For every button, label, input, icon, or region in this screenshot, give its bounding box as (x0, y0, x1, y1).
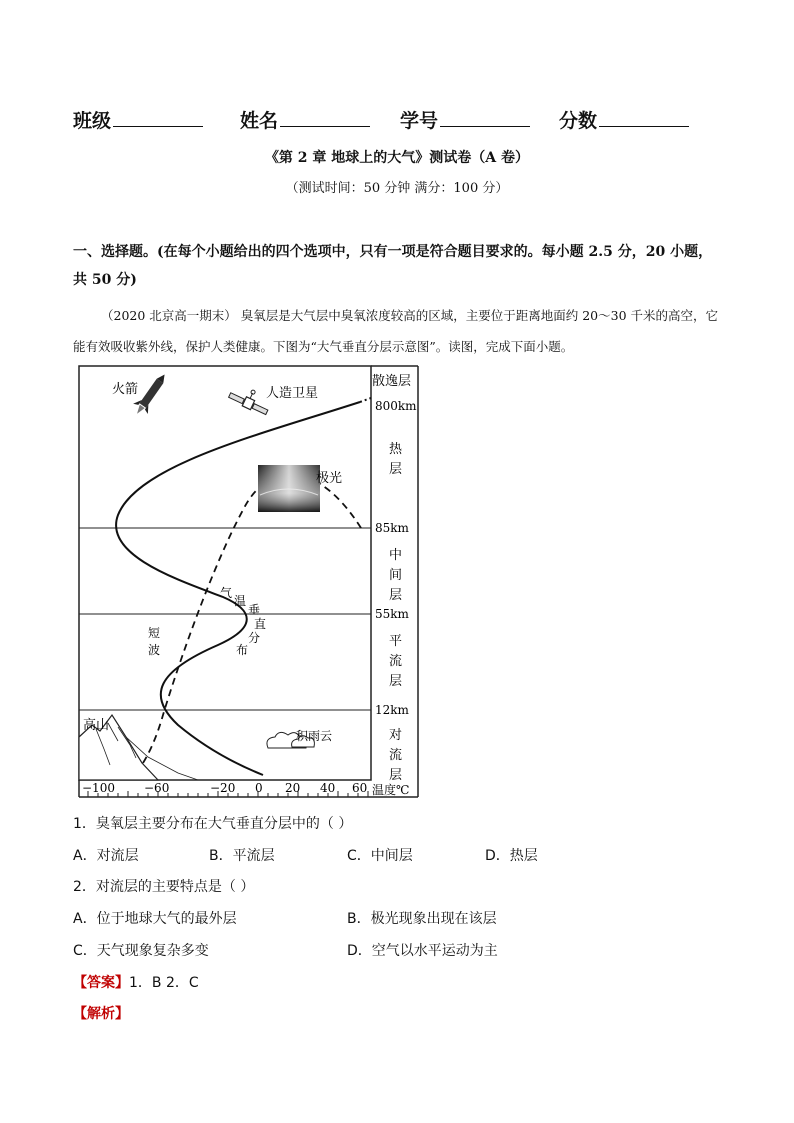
tick-neg100: −100 (82, 781, 115, 795)
class-label: 班级 (73, 110, 112, 132)
altitude-800km: 800km (375, 399, 417, 413)
temperature-curve-dotted (360, 398, 371, 402)
curve-label-6: 布 (236, 643, 249, 657)
layer-stratosphere-2: 流 (389, 654, 403, 669)
axis-temp-unit: 温度℃ (372, 783, 410, 797)
altitude-85km: 85km (375, 521, 409, 535)
id-field (400, 104, 530, 133)
layer-exosphere: 散逸层 (372, 374, 412, 389)
score-label: 分数 (559, 110, 598, 132)
id-label: 学号 (400, 110, 439, 132)
page-subtitle: （测试时间：50 分钟 满分：100 分） (285, 181, 509, 196)
layer-stratosphere-1: 平 (389, 634, 403, 649)
section-heading: 一、选择题。(在每个小题给出的四个选项中，只有一项是符合题目要求的。每小题 2.5 分，20 小题，共 50 分) (73, 244, 713, 288)
tick-0: 0 (255, 781, 263, 795)
layer-stratosphere-3: 层 (389, 674, 403, 689)
question-2-option-d[interactable]: D．空气以水平运动为主 (347, 943, 498, 959)
altitude-12km: 12km (375, 703, 409, 717)
question-2-option-a[interactable]: A．位于地球大气的最外层 (73, 911, 237, 927)
question-2-option-b[interactable]: B．极光现象出现在该层 (347, 911, 497, 927)
mountain-label: 高山 (83, 718, 110, 733)
class-blank[interactable] (113, 104, 203, 127)
question-2-option-c[interactable]: C．天气现象复杂多变 (73, 943, 209, 959)
layer-troposphere-3: 层 (389, 768, 403, 783)
figure-frame (79, 366, 371, 780)
answer-text: 1．B 2．C (129, 975, 199, 991)
altitude-55km: 55km (375, 607, 409, 621)
shortwave-label-1: 短 (148, 626, 161, 640)
tick-neg20: −20 (210, 781, 236, 795)
header-fields (73, 104, 713, 132)
layer-troposphere-2: 流 (389, 748, 403, 763)
layer-thermosphere-2: 层 (389, 462, 403, 477)
curve-label-4: 直 (254, 617, 267, 631)
tick-neg60: −60 (144, 781, 170, 795)
satellite-label: 人造卫星 (266, 386, 319, 401)
name-field (240, 104, 370, 133)
layer-thermosphere-1: 热 (389, 442, 403, 457)
rocket-label: 火箭 (112, 382, 139, 397)
aurora-image (258, 465, 320, 512)
temperature-curve (116, 402, 360, 775)
question-1-option-d[interactable]: D．热层 (485, 848, 538, 864)
question-1-option-b[interactable]: B．平流层 (209, 848, 275, 864)
id-blank[interactable] (440, 104, 530, 127)
question-1-option-a[interactable]: A．对流层 (73, 848, 139, 864)
score-field (559, 104, 689, 133)
analysis-line (73, 1003, 129, 1023)
curve-label-5: 分 (248, 631, 261, 645)
curve-label-2: 温 (234, 594, 247, 608)
analysis-label: 【解析】 (73, 1006, 129, 1022)
question-1-option-c[interactable]: C．中间层 (347, 848, 413, 864)
shortwave-label-2: 波 (148, 643, 161, 657)
tick-20: 20 (285, 781, 301, 795)
page-title: 《第 2 章 地球上的大气》测试卷（A 卷） (264, 150, 530, 166)
question-intro: （2020 北京高一期末） 臭氧层是大气层中臭氧浓度较高的区域，主要位于距离地面约 20～30 千米的高空，它能有效吸收紫外线，保护人类健康。下图为“大气垂直分层示意图”。读图，完成下面小题。 (73, 308, 719, 354)
question-2-stem: 2．对流层的主要特点是（ ） (73, 879, 255, 895)
layer-troposphere-1: 对 (389, 728, 403, 743)
answer-label: 【答案】 (73, 975, 129, 991)
score-blank[interactable] (599, 104, 689, 127)
layer-mesosphere-3: 层 (389, 588, 403, 603)
answer-line (73, 972, 199, 992)
question-1-stem: 1．臭氧层主要分布在大气垂直分层中的（ ） (73, 816, 353, 832)
cloud-label: 积雨云 (296, 729, 333, 743)
layer-mesosphere-2: 间 (389, 568, 403, 583)
name-label: 姓名 (240, 110, 279, 132)
class-field (73, 104, 203, 133)
aurora-label: 极光 (316, 471, 343, 486)
layer-mesosphere-1: 中 (389, 548, 403, 563)
tick-40: 40 (320, 781, 336, 795)
name-blank[interactable] (280, 104, 370, 127)
curve-label-3: 垂 (248, 603, 261, 617)
curve-label-1: 气 (220, 586, 233, 600)
atmosphere-layers-figure (78, 365, 424, 801)
tick-60: 60 (352, 781, 368, 795)
